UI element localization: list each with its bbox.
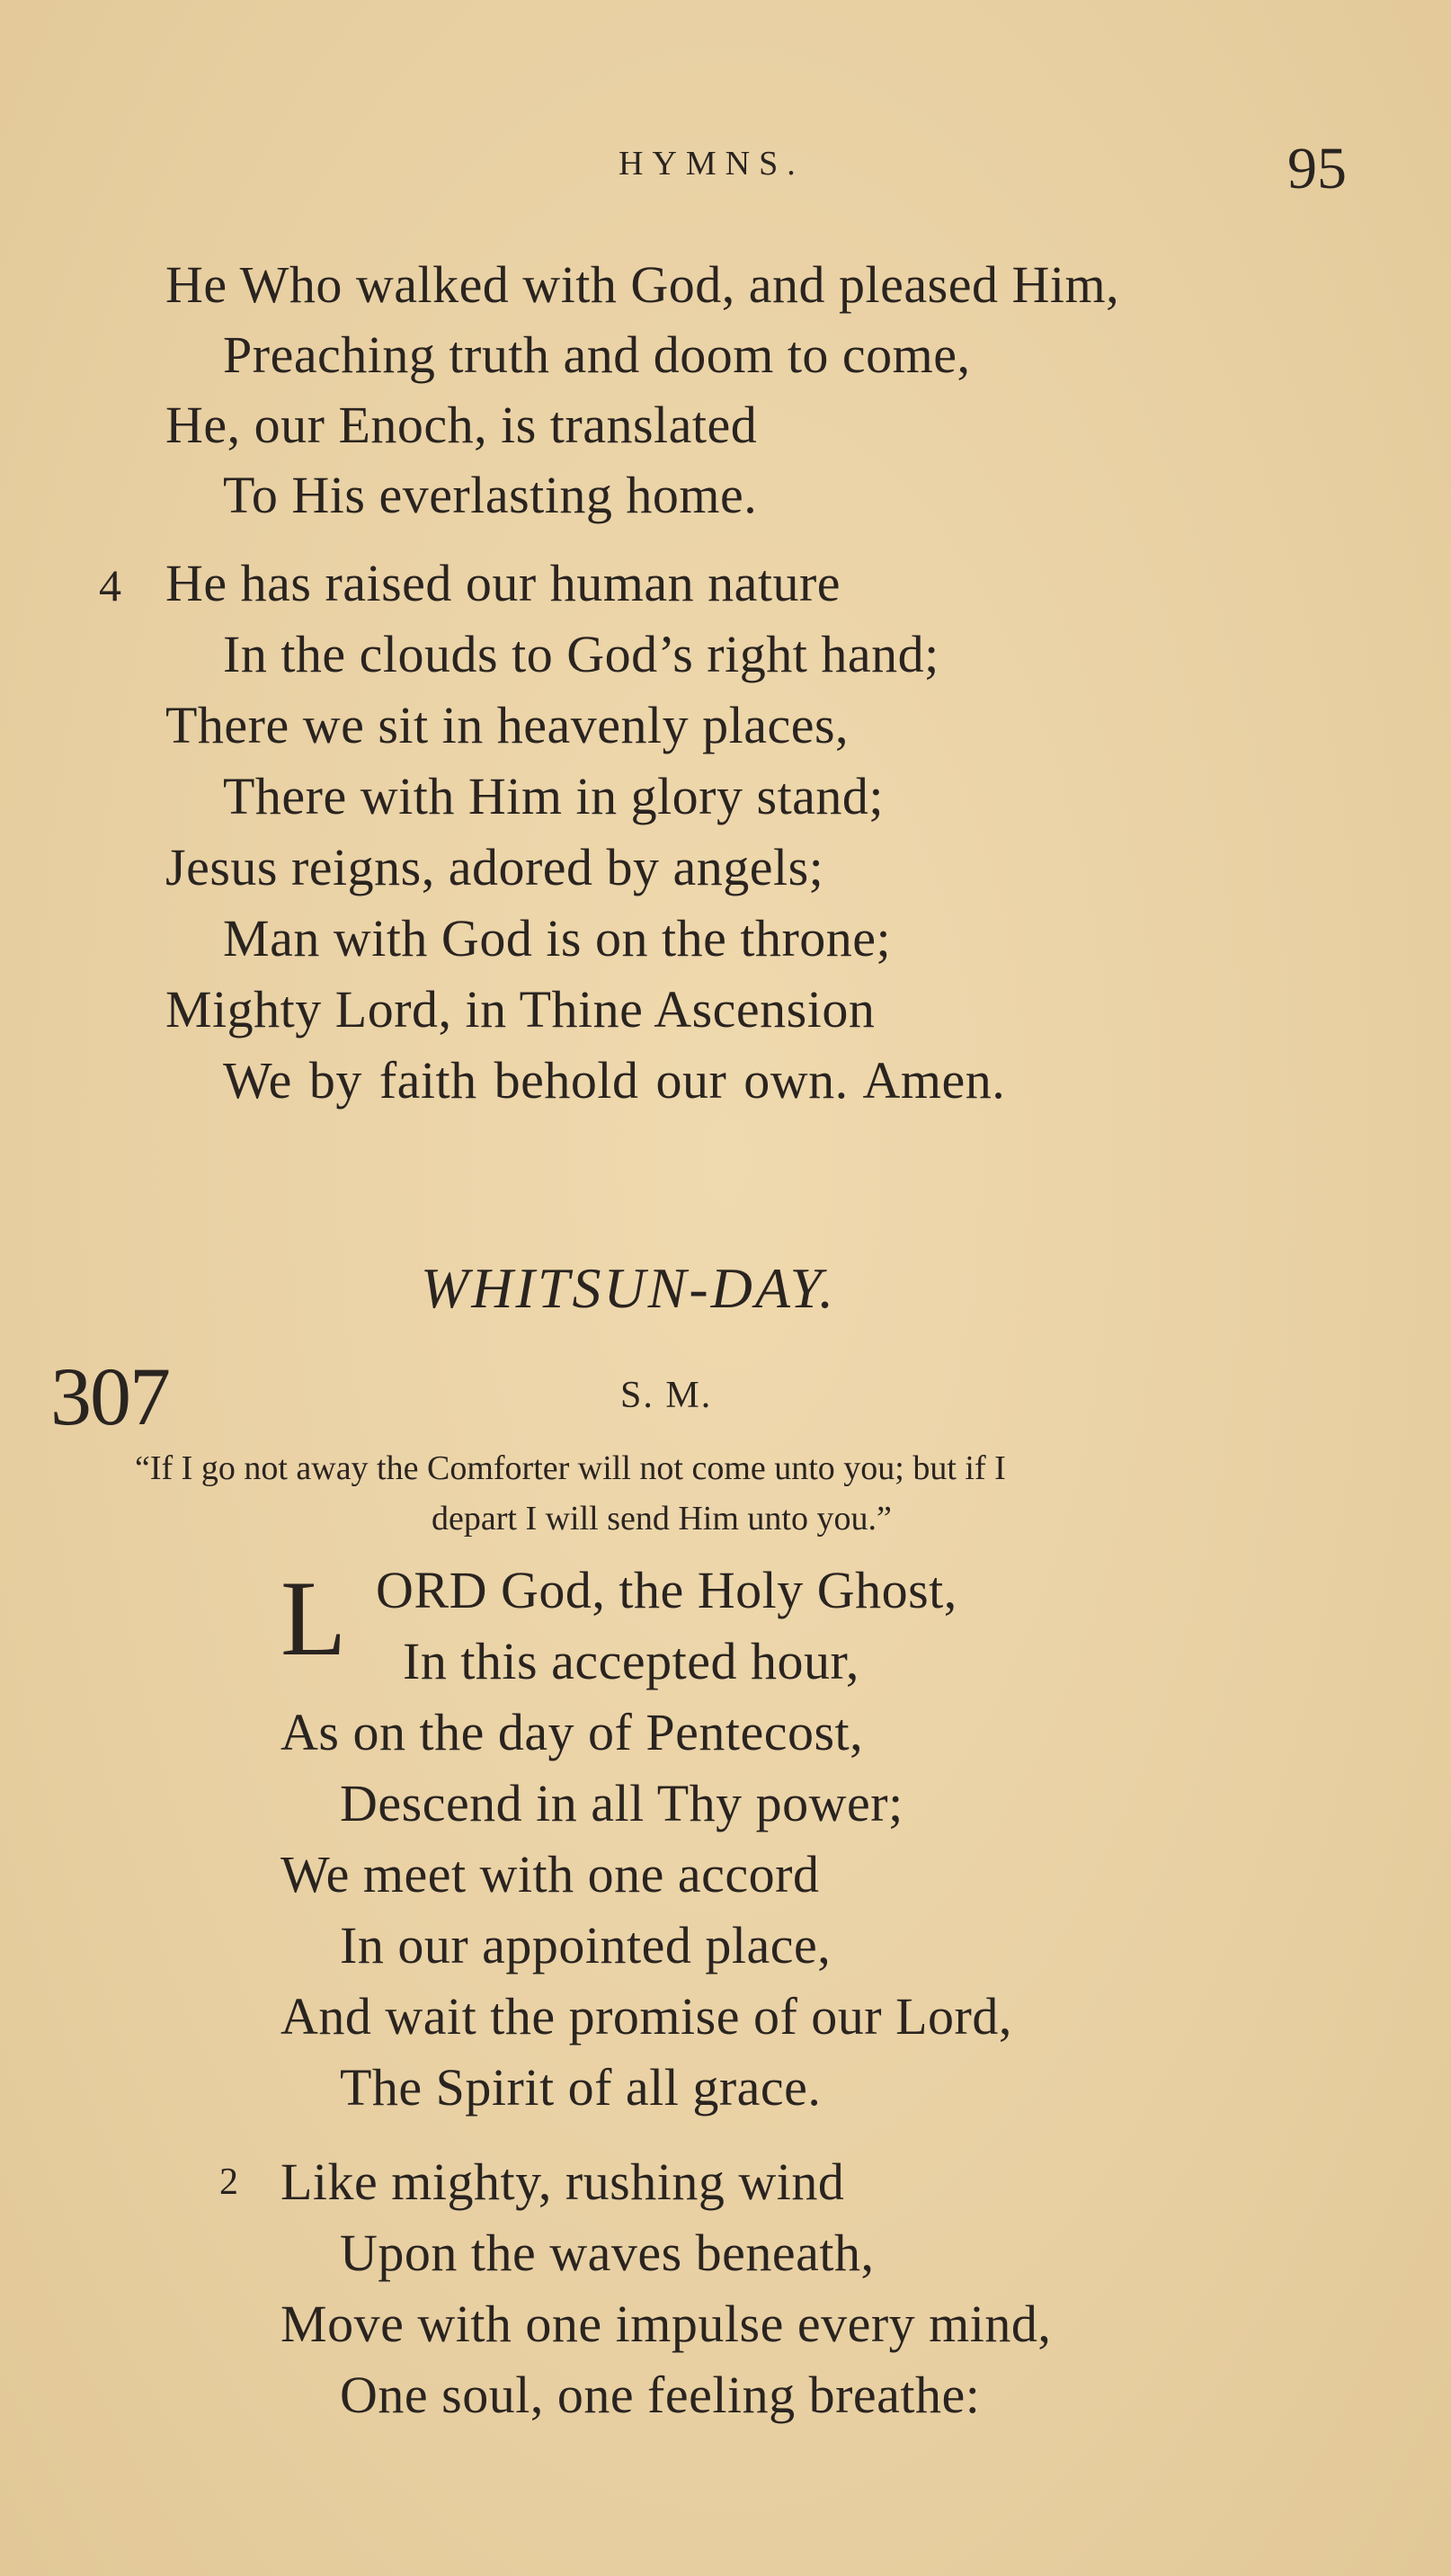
verse-line: We by faith behold our own. Amen. bbox=[223, 1051, 1006, 1110]
verse-line: We meet with one accord bbox=[280, 1845, 820, 1903]
stanza-number: 2 bbox=[219, 2162, 238, 2203]
epigraph-line: “If I go not away the Comforter will not come unto you; but if I bbox=[135, 1449, 1006, 1487]
stanza-number: 4 bbox=[99, 560, 121, 611]
verse-line: Man with God is on the throne; bbox=[223, 909, 892, 967]
verse-line: There we sit in heavenly places, bbox=[165, 696, 850, 754]
verse-line: One soul, one feeling breathe: bbox=[340, 2366, 981, 2424]
verse-line: In this accepted hour, bbox=[403, 1632, 859, 1690]
verse-line: Like mighty, rushing wind bbox=[280, 2153, 845, 2211]
verse-line: Upon the waves beneath, bbox=[340, 2224, 875, 2282]
verse-line: The Spirit of all grace. bbox=[340, 2058, 822, 2117]
verse-line: Descend in all Thy power; bbox=[340, 1774, 904, 1832]
verse-line: He, our Enoch, is translated bbox=[165, 396, 758, 454]
verse-line: Preaching truth and doom to come, bbox=[223, 325, 971, 384]
verse-line: As on the day of Pentecost, bbox=[280, 1703, 864, 1761]
hymn-meter: S. M. bbox=[620, 1375, 713, 1416]
verse-line: In our appointed place, bbox=[340, 1916, 832, 1974]
verse-line: And wait the promise of our Lord, bbox=[280, 1987, 1012, 2046]
verse-line: Move with one impulse every mind, bbox=[280, 2295, 1052, 2353]
verse-line: In the clouds to God’s right hand; bbox=[223, 625, 939, 683]
verse-line: Mighty Lord, in Thine Ascension bbox=[165, 980, 876, 1038]
section-title: WHITSUN-DAY. bbox=[421, 1256, 837, 1320]
drop-cap: L bbox=[280, 1558, 347, 1678]
verse-line: To His everlasting home. bbox=[223, 466, 758, 524]
verse-line: Jesus reigns, adored by angels; bbox=[165, 838, 824, 896]
verse-line: ORD God, the Holy Ghost, bbox=[376, 1561, 957, 1619]
page-number: 95 bbox=[1287, 136, 1347, 201]
verse-line: He Who walked with God, and pleased Him, bbox=[165, 255, 1120, 314]
running-head: HYMNS. bbox=[619, 145, 805, 183]
verse-line: There with Him in glory stand; bbox=[223, 767, 885, 825]
hymn-number: 307 bbox=[50, 1350, 169, 1442]
epigraph-line: depart I will send Him unto you.” bbox=[432, 1500, 892, 1538]
verse-line: He has raised our human nature bbox=[165, 554, 841, 612]
